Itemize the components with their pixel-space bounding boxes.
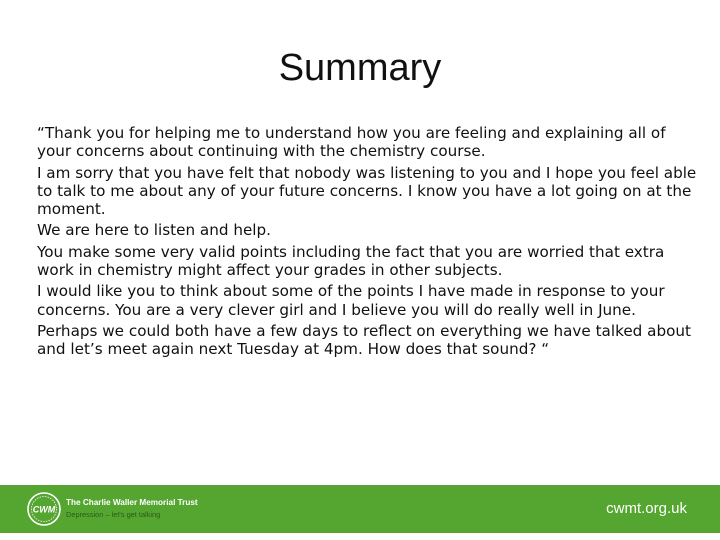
paragraph-listen: We are here to listen and help. xyxy=(37,221,271,240)
logo-name: The Charlie Waller Memorial Trust xyxy=(66,498,198,507)
svg-text:CWM: CWM xyxy=(32,504,56,515)
slide-title: Summary xyxy=(278,47,442,89)
logo-tagline: Depression – let's get talking xyxy=(66,510,161,519)
footer-logo-text xyxy=(66,497,198,520)
footer-bar xyxy=(0,485,720,533)
paragraph-reflect: Perhaps we could both have a few days to reflect on everything we have talked about and let’s meet again next Tuesday at 4pm. How does that sound? “ xyxy=(37,321,691,359)
slide-body xyxy=(37,124,697,362)
paragraph-sorry: I am sorry that you have felt that nobody was listening to you and I hope you feel able to talk to me about any of your future concerns. I know you have a lot going on at the moment. xyxy=(37,163,697,218)
paragraph-thanks: “Thank you for helping me to understand how you are feeling and explaining all of your concerns about continuing with the chemistry course. xyxy=(37,124,666,161)
paragraph-think: I would like you to think about some of the points I have made in response to your concerns. You are a very clever girl and I believe you will do really well in June. xyxy=(37,282,665,319)
paragraph-valid-points: You make some very valid points including the fact that you are worried that extra work in chemistry might affect your grades in other subjects. xyxy=(37,242,665,279)
website-link[interactable]: cwmt.org.uk xyxy=(606,500,687,517)
cwmt-seal-icon xyxy=(26,489,62,529)
